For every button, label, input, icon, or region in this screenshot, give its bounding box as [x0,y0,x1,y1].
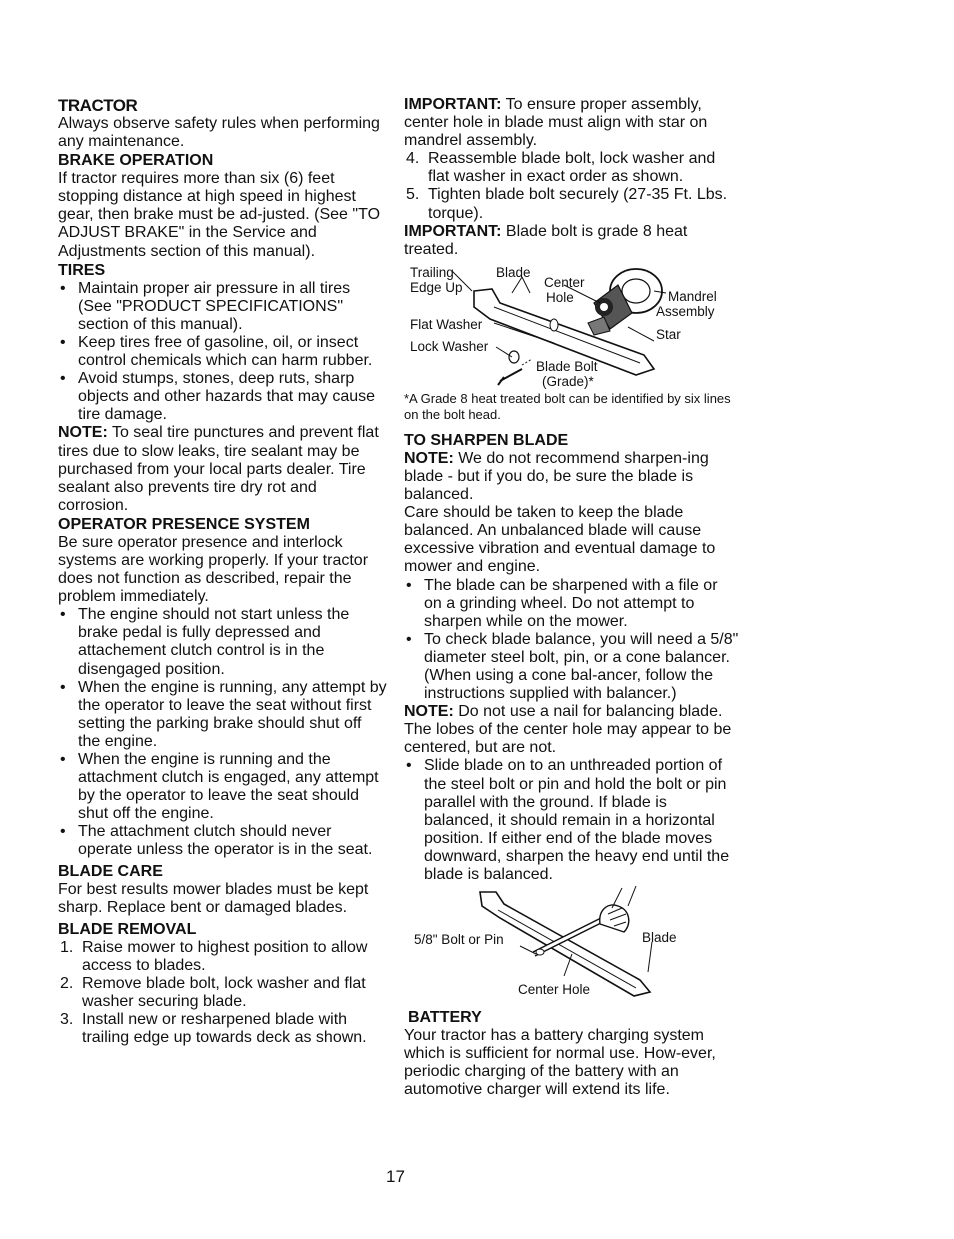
to-sharpen-blade-heading: TO SHARPEN BLADE [404,431,569,449]
list-item: • The blade can be sharpened with a file or on a grinding wheel. Do not attempt to sharpen while on the mower. [406,576,718,630]
label-blade-bolt: Blade Bolt (Grade)* [536,358,598,389]
operator-presence-text: Be sure operator presence and interlock systems are working properly. If your tractor does not function as described, repair the problem immediately. [58,533,369,606]
label-bolt-or-pin: 5/8" Bolt or Pin [414,932,504,948]
tractor-heading: TRACTOR [58,96,138,115]
list-item: 2. Remove blade bolt, lock washer and flat washer securing blade. [60,974,366,1011]
list-item: 1. Raise mower to highest position to allow access to blades. [60,938,368,974]
label-center-hole: Center Hole [544,274,585,305]
list-item: • Maintain proper air pressure in all tires (See "PRODUCT SPECIFICATIONS" section of this manual). [60,279,351,333]
list-item: • To check blade balance, you will need a 5/8" diameter steel bolt, pin, or a cone balancer. (When using a cone bal-ancer, follow the instructions supplied with balancer.) [406,630,739,703]
label-flat-washer: Flat Washer [410,316,483,332]
operator-presence-heading: OPERATOR PRESENCE SYSTEM [58,515,310,533]
list-item: • Keep tires free of gasoline, oil, or insect control chemicals which can harm rubber. [60,333,373,370]
label-blade-2: Blade [642,930,677,946]
list-item: • Avoid stumps, stones, deep ruts, sharp objects and other hazards that may cause tire damage. [60,370,376,424]
battery-heading: BATTERY [408,1009,482,1027]
important-alignment-note: IMPORTANT: To ensure proper assembly, center hole in blade must align with star on mandrel assembly. [404,96,708,150]
list-item: 4. Reassemble blade bolt, lock washer and flat washer in exact order as shown. [406,150,716,186]
tires-note: NOTE: To seal tire punctures and prevent flat tires due to slow leaks, tire sealant may be purchased from your local parts dealer. Tire sealant also prevents tire dry rot and corrosion. [58,424,379,514]
label-trailing-edge: Trailing Edge Up [410,264,463,295]
sharpen-list [404,577,739,704]
label-mandrel-assembly: Mandrel Assembly [656,288,717,319]
blade-care-heading: BLADE CARE [58,862,163,880]
blade-removal-steps [58,939,388,1048]
page-number: 17 [386,1167,405,1186]
battery-text: Your tractor has a battery charging system which is sufficient for normal use. How-ever, periodic charging of the battery with an automotive charger will extend its life. [404,1027,716,1099]
tractor-text: Always observe safety rules when performing any maintenance. [58,115,380,151]
sharpen-text: Care should be taken to keep the blade balanced. An unbalanced blade will cause excessive vibration and eventual damage to mower and engine. [404,504,716,576]
sharpen-note: NOTE: We do not recommend sharpen-ing blade - but if you do, be sure the blade is balanced. [404,449,709,504]
right-column [404,96,739,1099]
tires-heading: TIRES [58,261,106,279]
blade-care-text: For best results mower blades must be kept sharp. Replace bent or damaged blades. [58,880,369,916]
operator-presence-list [58,606,388,859]
blade-balance-figure [404,884,739,1004]
list-item: 5. Tighten blade bolt securely (27-35 Ft. Lbs. torque). [406,186,728,222]
blade-assembly-figure [404,263,739,403]
list-item: • Slide blade on to an unthreaded portion of the steel bolt or pin and hold the bolt or pin parallel with the ground. If blade is balanced, it should remain in a horizontal position. If either end of the blade moves downward, sharpen the heavy end until the blade is balanced. [406,757,730,883]
label-center-hole-2: Center Hole [518,982,591,998]
list-item: • When the engine is running, any attempt by the operator to leave the seat without first setting the parking brake should shut off the engine. [60,678,387,750]
list-item: • The attachment clutch should never operate unless the operator is in the seat. [60,823,373,859]
balance-list [404,757,739,884]
figure-caption-grade: *A Grade 8 heat treated bolt can be identified by six lines on the bolt head. [404,390,731,422]
list-item: • The engine should not start unless the brake pedal is fully depressed and attachement clutch control is in the disengaged position. [60,606,350,678]
important-grade-note: IMPORTANT: Blade bolt is grade 8 heat treated. [404,222,688,258]
balance-note: NOTE: Do not use a nail for balancing blade. The lobes of the center hole may appear to be centered, but are not. [404,703,732,757]
left-column [58,96,388,1047]
brake-operation-heading: BRAKE OPERATION [58,152,214,170]
reassembly-steps [404,150,739,222]
brake-operation-text: If tractor requires more than six (6) feet stopping distance at high speed in highest gear, then brake must be ad-justed. (See "TO ADJUST BRAKE" in the Service and Adjustments section of this manual). [58,170,381,260]
list-item: 3. Install new or resharpened blade with trailing edge up towards deck as shown. [60,1011,367,1047]
blade-removal-heading: BLADE REMOVAL [58,920,197,938]
label-blade: Blade [496,264,531,280]
list-item: • When the engine is running and the attachment clutch is engaged, any attempt by the operator to leave the seat should shut off the engine. [60,751,379,823]
tires-list [58,280,388,425]
label-star: Star [656,326,681,342]
label-lock-washer: Lock Washer [410,338,489,354]
